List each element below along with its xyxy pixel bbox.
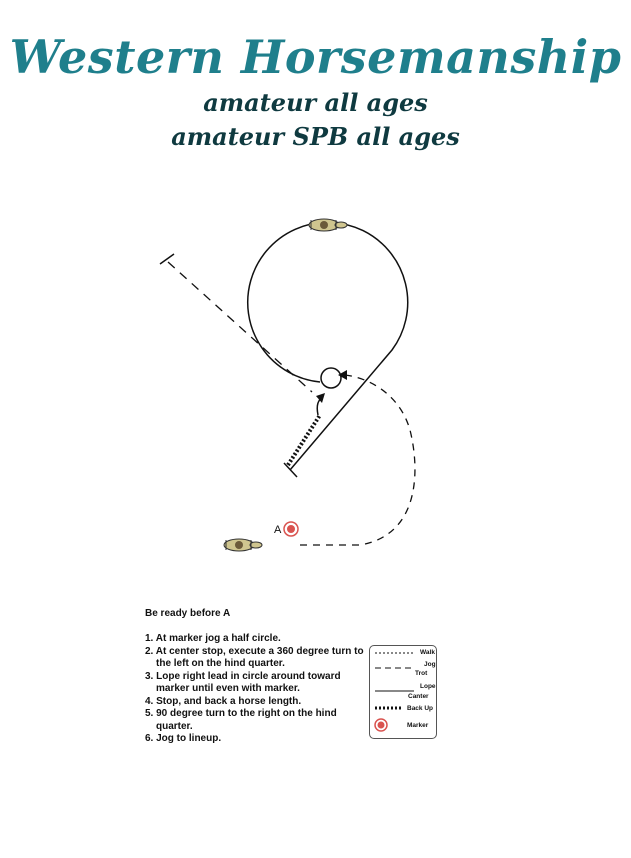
- turn-360-circle: [321, 368, 341, 388]
- legend-backup-label: Back Up: [407, 705, 434, 712]
- horse-icon-start: [224, 539, 262, 551]
- step-item: 3. Lope right lead in circle around toward marker until even with marker.: [145, 670, 341, 694]
- pattern-title: Western Horsemanship: [9, 30, 622, 84]
- step-item: 2. At center stop, execute a 360 degree turn to the left on the hind quarter.: [145, 645, 364, 669]
- legend-jog-label: Jog: [424, 661, 436, 668]
- legend-trot-label: Trot: [415, 670, 428, 677]
- intro-text: Be ready before A: [145, 608, 231, 619]
- lineup-end-tick: [160, 254, 174, 264]
- legend-box: [369, 645, 437, 739]
- legend-canter-label: Canter: [408, 693, 429, 700]
- turn-arrow-head: [316, 393, 325, 403]
- legend-lope-label: Lope: [420, 683, 436, 690]
- step-item: 4. Stop, and back a horse length.: [145, 695, 302, 707]
- jog-half-circle-path: [300, 375, 415, 545]
- marker-a-label: A: [274, 524, 282, 536]
- legend-walk-label: Walk: [420, 649, 435, 656]
- step-item: 6. Jog to lineup.: [145, 733, 222, 744]
- legend-marker-inner: [378, 722, 385, 729]
- step-item: 5. 90 degree turn to the right on the hind quarter.: [145, 708, 337, 732]
- step-item: 1. At marker jog a half circle.: [145, 633, 281, 644]
- jog-to-lineup-path: [168, 262, 312, 392]
- pattern-steps: [145, 633, 375, 746]
- legend-marker-label: Marker: [407, 722, 429, 729]
- marker-a-inner: [287, 525, 295, 533]
- lope-circle-path: [248, 222, 408, 470]
- division-subtitle-2: amateur SPB all ages: [171, 122, 460, 151]
- division-subtitle-1: amateur all ages: [203, 88, 428, 117]
- horse-icon-top: [309, 219, 347, 231]
